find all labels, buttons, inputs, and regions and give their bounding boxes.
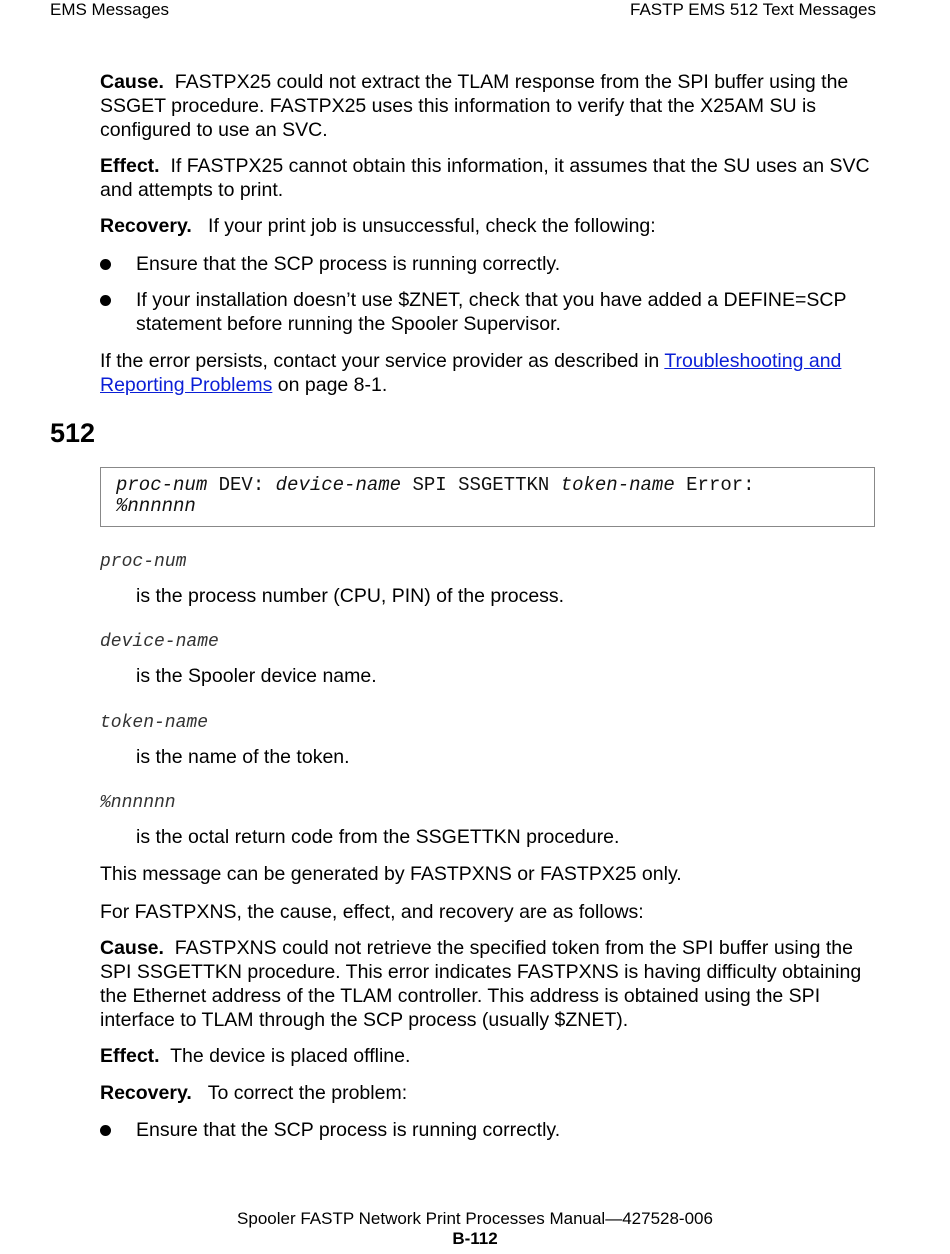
effect-paragraph: [100, 154, 876, 202]
bullet-icon: [100, 295, 111, 306]
effect-label: Effect.: [100, 155, 160, 177]
running-header-left: EMS Messages: [50, 0, 170, 19]
troubleshooting-link[interactable]: Troubleshooting and Reporting Problems: [100, 350, 842, 396]
recovery-label: Recovery.: [100, 1082, 192, 1104]
bullet-icon: [100, 1125, 111, 1136]
effect-text: If FASTPX25 cannot obtain this information, it assumes that the SU uses an SVC and attempts to print.: [100, 155, 870, 201]
param-description: is the name of the token.: [136, 746, 350, 768]
footer-title: Spooler FASTP Network Print Processes Manual—427528-006: [237, 1209, 713, 1228]
effect-paragraph: [100, 1044, 876, 1068]
intro-paragraph: For FASTPXNS, the cause, effect, and recovery are as follows:: [100, 901, 644, 923]
list-item: Ensure that the SCP process is running correctly.: [100, 252, 876, 276]
cause-text: FASTPX25 could not extract the TLAM response from the SPI buffer using the SSGET procedure. FASTPX25 uses this information to verify that the X25AM SU is configured to use an SVC.: [100, 71, 849, 141]
message-syntax-box: proc-num DEV: device-name SPI SSGETTKN token-name Error: %nnnnnn: [100, 467, 875, 527]
recovery-paragraph: [100, 214, 876, 238]
bullet-icon: [100, 259, 111, 270]
param-name: %nnnnnn: [100, 793, 176, 813]
recovery-paragraph: [100, 1081, 876, 1105]
cause-text: FASTPXNS could not retrieve the specified token from the SPI buffer using the SPI SSGETTKN procedure. This error indicates FASTPXNS is having difficulty obtaining the Ethernet address of the TLAM controller. This address is obtained using the SPI interface to TLAM through the SCP process (usually $ZNET).: [100, 937, 862, 1031]
page-number: B-112: [452, 1229, 498, 1248]
param-name: device-name: [100, 632, 219, 652]
effect-text: The device is placed offline.: [170, 1045, 411, 1067]
cause-paragraph: [100, 936, 876, 1032]
list-item: If your installation doesn’t use $ZNET, check that you have added a DEFINE=SCP statement before running the Spooler Supervisor.: [100, 288, 876, 336]
cause-label: Cause.: [100, 937, 164, 959]
param-description: is the Spooler device name.: [136, 665, 377, 687]
recovery-text: To correct the problem:: [207, 1082, 408, 1104]
cause-label: Cause.: [100, 71, 164, 93]
param-name: proc-num: [100, 552, 187, 572]
param-description: is the octal return code from the SSGETTKN procedure.: [136, 826, 620, 848]
cause-paragraph: [100, 70, 876, 142]
message-number-heading: 512: [50, 418, 96, 448]
param-description: is the process number (CPU, PIN) of the process.: [136, 585, 565, 607]
list-item: Ensure that the SCP process is running correctly.: [100, 1118, 876, 1142]
running-header-right: FASTP EMS 512 Text Messages: [630, 0, 876, 19]
recovery-text: If your print job is unsuccessful, check the following:: [208, 215, 656, 237]
generated-by-paragraph: This message can be generated by FASTPXNS or FASTPX25 only.: [100, 863, 682, 885]
recovery-label: Recovery.: [100, 215, 192, 237]
param-name: token-name: [100, 713, 209, 733]
effect-label: Effect.: [100, 1045, 160, 1067]
persist-paragraph: If the error persists, contact your service provider as described in Troubleshooting and Reporting Problems on page 8-1.: [100, 350, 842, 396]
